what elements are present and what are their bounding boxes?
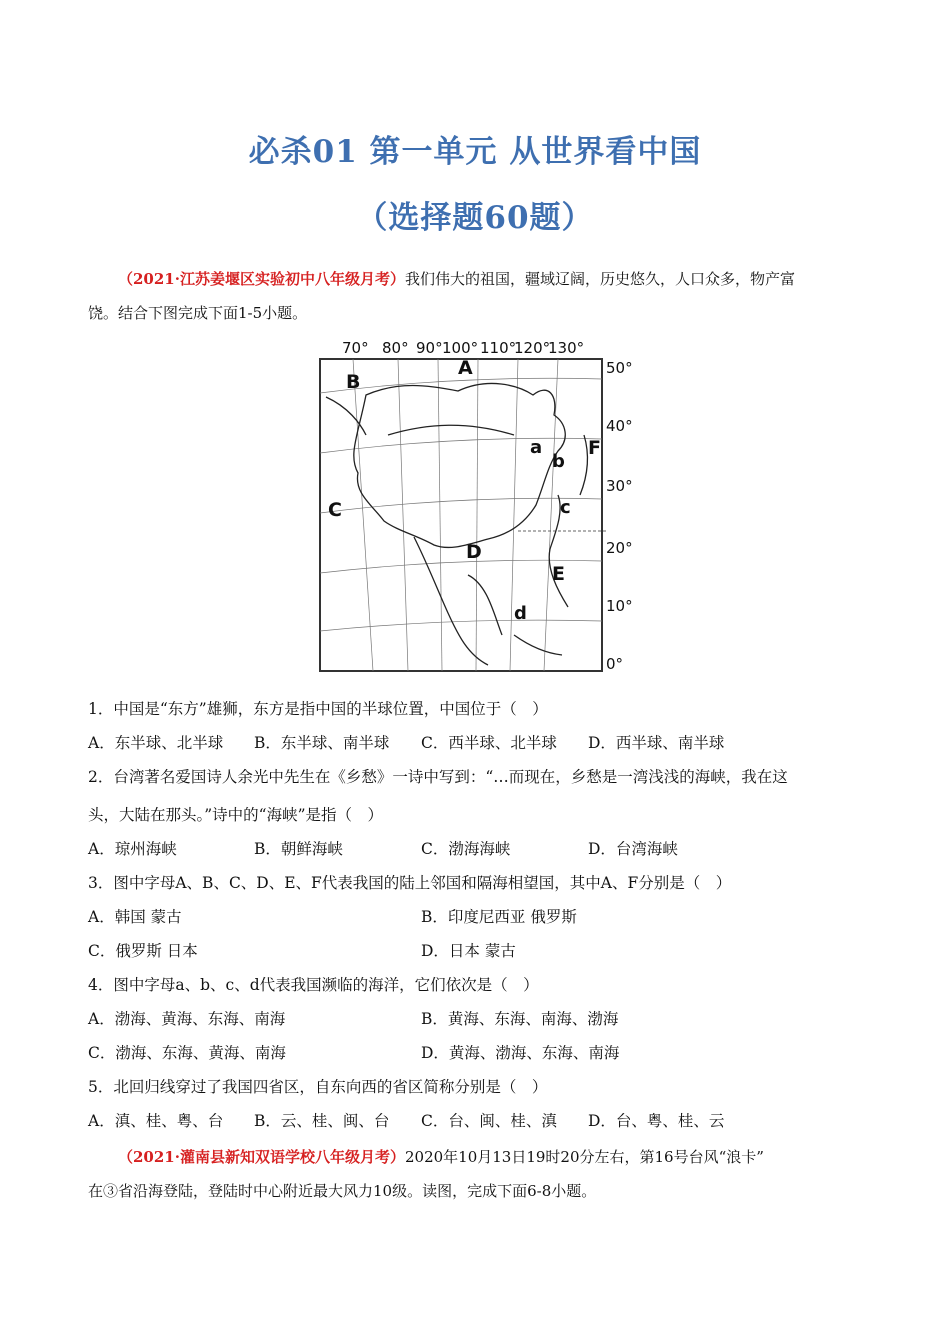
question-2-stem-cont: 头，大陆在那头。”诗中的“海峡”是指（ ） <box>88 806 384 824</box>
source-label: （2021·江苏姜堰区实验初中八年级月考） <box>118 270 405 288</box>
question-1-stem: 1．中国是“东方”雄狮，东方是指中国的半球位置，中国位于（ ） <box>88 700 548 718</box>
q3-option-a: A．韩国 蒙古 <box>88 908 182 926</box>
q1-option-b: B．东半球、南半球 <box>254 734 390 752</box>
question-4-stem: 4．图中字母a、b、c、d代表我国濒临的海洋，它们依次是（ ） <box>88 976 539 994</box>
lon-label: 70° <box>342 339 369 357</box>
map-letter-B: B <box>346 371 361 393</box>
map-letter-c: c <box>560 497 571 518</box>
q2-option-c: C．渤海海峡 <box>421 840 511 858</box>
lat-label: 20° <box>606 539 633 557</box>
lon-label: 80° <box>382 339 409 357</box>
intro-text: 我们伟大的祖国，疆域辽阔，历史悠久，人口众多，物产富 <box>404 270 795 288</box>
lat-label: 10° <box>606 597 633 615</box>
q3-option-d: D．日本 蒙古 <box>421 942 516 960</box>
q2-option-b: B．朝鲜海峡 <box>254 840 343 858</box>
intro-paragraph-2 <box>88 1140 863 1208</box>
map-letter-d: d <box>514 603 527 624</box>
map-letter-F: F <box>588 437 601 459</box>
map-letter-D: D <box>466 541 482 563</box>
lat-label: 0° <box>606 655 624 673</box>
q5-option-b: B．云、桂、闽、台 <box>254 1112 390 1130</box>
lon-label: 130° <box>548 339 585 357</box>
map-letter-A: A <box>458 357 473 379</box>
lat-label: 50° <box>606 359 633 377</box>
page-subtitle: （选择题60题） <box>356 200 594 236</box>
source-label: （2021·灌南县新知双语学校八年级月考） <box>118 1148 405 1166</box>
q3-option-c: C．俄罗斯 日本 <box>88 942 198 960</box>
q5-option-d: D．台、粤、桂、云 <box>588 1112 725 1130</box>
lon-label: 110° <box>480 339 517 357</box>
lon-label: 90° <box>416 339 443 357</box>
intro-text: 2020年10月13日19时20分左右，第16号台风“浪卡” <box>404 1148 764 1166</box>
q4-option-c: C．渤海、东海、黄海、南海 <box>88 1044 286 1062</box>
q1-option-a: A．东半球、北半球 <box>88 734 224 752</box>
q4-option-b: B．黄海、东海、南海、渤海 <box>421 1010 619 1028</box>
map-letter-a: a <box>530 437 543 458</box>
q1-option-c: C．西半球、北半球 <box>421 734 557 752</box>
q4-option-d: D．黄海、渤海、东海、南海 <box>421 1044 620 1062</box>
q2-option-d: D．台湾海峡 <box>588 840 678 858</box>
intro-text-cont: 在③省沿海登陆，登陆时中心附近最大风力10级。读图，完成下面6-8小题。 <box>88 1182 597 1200</box>
q2-option-a: A．琼州海峡 <box>88 840 177 858</box>
lon-label: 100° <box>442 339 479 357</box>
map-letter-E: E <box>552 563 565 585</box>
map-letter-C: C <box>328 499 342 521</box>
q3-option-b: B．印度尼西亚 俄罗斯 <box>421 908 577 926</box>
lat-label: 30° <box>606 477 633 495</box>
q5-option-a: A．滇、桂、粤、台 <box>88 1112 224 1130</box>
question-3-stem: 3．图中字母A、B、C、D、E、F代表我国的陆上邻国和隔海相望国，其中A、F分别是（ ） <box>88 874 732 892</box>
q4-option-a: A．渤海、黄海、东海、南海 <box>88 1010 286 1028</box>
page-title: 必杀01 第一单元 从世界看中国 <box>248 134 702 170</box>
q1-option-d: D．西半球、南半球 <box>588 734 725 752</box>
map-letter-b: b <box>552 451 565 472</box>
intro-paragraph-1 <box>88 262 863 330</box>
question-2-stem: 2．台湾著名爱国诗人余光中先生在《乡愁》一诗中写到：“…而现在，乡愁是一湾浅浅的海峡，我在这 <box>88 768 788 786</box>
q5-option-c: C．台、闽、桂、滇 <box>421 1112 557 1130</box>
intro-text-cont: 饶。结合下图完成下面1-5小题。 <box>88 304 308 322</box>
question-5-stem: 5．北回归线穿过了我国四省区，自东向西的省区简称分别是（ ） <box>88 1078 548 1096</box>
map-labels <box>318 335 638 675</box>
lat-label: 40° <box>606 417 633 435</box>
lon-label: 120° <box>514 339 551 357</box>
